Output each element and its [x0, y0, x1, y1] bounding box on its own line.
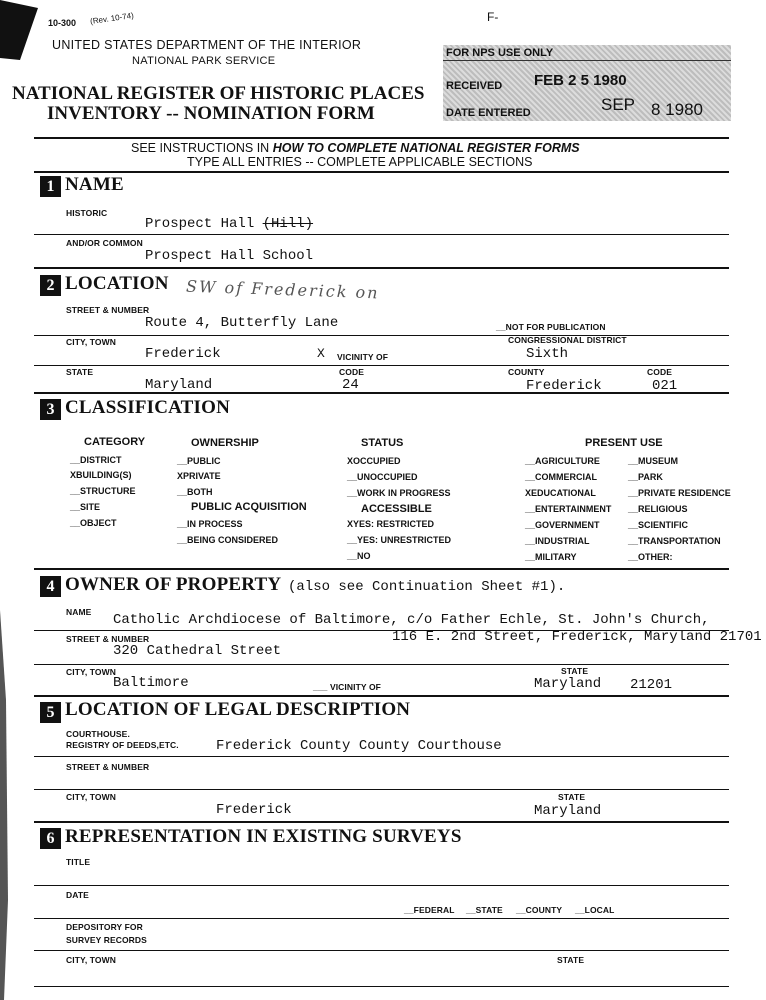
level-state: __STATE — [466, 905, 503, 915]
section-1-title: NAME — [65, 174, 124, 195]
ownership-private: XPRIVATE — [177, 471, 221, 481]
nps-box-heading: FOR NPS USE ONLY — [446, 47, 554, 59]
use-military: __MILITARY — [525, 552, 577, 562]
owner-vicinity-label: ___ VICINITY OF — [313, 682, 381, 692]
use-commercial: __COMMERCIAL — [525, 472, 598, 482]
form-number: 10-300 — [48, 18, 77, 28]
section-1-number: 1 — [40, 176, 61, 197]
status-heading: STATUS — [361, 437, 404, 449]
county-label: COUNTY — [508, 367, 545, 377]
handwritten-location-note: SW of Frederick on — [185, 276, 380, 303]
vicinity-label: VICINITY OF — [337, 352, 389, 362]
city-label: CITY, TOWN — [66, 337, 116, 347]
date-entered-day: 8 1980 — [651, 100, 703, 119]
depository-label-1: DEPOSITORY FOR — [66, 922, 143, 932]
ownership-both: __BOTH — [177, 487, 213, 497]
category-site: __SITE — [70, 502, 101, 512]
survey-city-label: CITY, TOWN — [66, 955, 116, 965]
ownership-public: __PUBLIC — [177, 456, 221, 466]
use-government: __GOVERNMENT — [525, 520, 600, 530]
survey-title-label: TITLE — [66, 857, 91, 867]
accessible-heading: ACCESSIBLE — [361, 503, 432, 515]
street-label: STREET & NUMBER — [66, 305, 150, 315]
use-other: __OTHER: — [628, 552, 673, 562]
use-scientific: __SCIENTIFIC — [628, 520, 689, 530]
survey-state-label: STATE — [557, 955, 585, 965]
ownership-heading: OWNERSHIP — [191, 437, 259, 449]
status-occupied: XOCCUPIED — [347, 456, 401, 466]
section-3-number: 3 — [40, 399, 61, 420]
state-label: STATE — [66, 367, 94, 377]
received-date: FEB 2 5 1980 — [534, 72, 627, 89]
owner-name-line2: 116 E. 2nd Street, Frederick, Maryland 21701 — [392, 629, 762, 645]
use-transportation: __TRANSPORTATION — [628, 536, 721, 546]
city-value: Frederick — [145, 346, 221, 362]
acquisition-being-considered: __BEING CONSIDERED — [177, 535, 279, 545]
acquisition-in-process: __IN PROCESS — [177, 519, 243, 529]
legal-city-label: CITY, TOWN — [66, 792, 116, 802]
form-title-line2: INVENTORY -- NOMINATION FORM — [47, 103, 375, 124]
form-title-line1: NATIONAL REGISTER OF HISTORIC PLACES — [12, 83, 425, 104]
use-educational: XEDUCATIONAL — [525, 488, 596, 498]
use-industrial: __INDUSTRIAL — [525, 536, 590, 546]
level-federal: __FEDERAL — [404, 905, 455, 915]
department: UNITED STATES DEPARTMENT OF THE INTERIOR — [52, 38, 362, 52]
state-code-label: CODE — [339, 367, 364, 377]
state-value: Maryland — [145, 377, 213, 393]
nps-use-only-box — [443, 45, 731, 121]
vicinity-mark: X — [317, 346, 325, 361]
accessible-unrestricted: __YES: UNRESTRICTED — [347, 535, 452, 545]
use-religious: __RELIGIOUS — [628, 504, 688, 514]
instructions-line1: SEE INSTRUCTIONS IN HOW TO COMPLETE NATIONAL REGISTER FORMS — [131, 141, 580, 155]
date-entered-month: SEP — [601, 95, 636, 114]
use-agriculture: __AGRICULTURE — [525, 456, 600, 466]
section-6-number: 6 — [40, 828, 61, 849]
street-value: Route 4, Butterfly Lane — [145, 315, 339, 331]
courthouse-value: Frederick County County Courthouse — [216, 738, 502, 754]
courthouse-label-2: REGISTRY OF DEEDS,ETC. — [66, 740, 179, 750]
present-use-heading: PRESENT USE — [585, 437, 663, 449]
section-5-title: LOCATION OF LEGAL DESCRIPTION — [65, 699, 411, 720]
owner-continuation-note: (also see Continuation Sheet #1). — [288, 579, 566, 595]
county-value: Frederick — [526, 378, 602, 394]
section-3-title: CLASSIFICATION — [65, 397, 231, 418]
category-district: __DISTRICT — [70, 455, 122, 465]
courthouse-label-1: COURTHOUSE. — [66, 729, 130, 739]
owner-street-label: STREET & NUMBER — [66, 634, 150, 644]
common-name: Prospect Hall School — [145, 248, 314, 264]
owner-state: Maryland — [534, 676, 602, 692]
category-object: __OBJECT — [70, 518, 117, 528]
use-museum: __MUSEUM — [628, 456, 679, 466]
congressional-district-label: CONGRESSIONAL DISTRICT — [508, 335, 627, 345]
section-4-number: 4 — [40, 576, 61, 597]
public-acquisition-heading: PUBLIC ACQUISITION — [191, 501, 307, 513]
owner-zip: 21201 — [630, 677, 673, 693]
owner-name-label: NAME — [66, 607, 92, 617]
owner-city: Baltimore — [113, 675, 189, 691]
section-2-number: 2 — [40, 275, 61, 296]
use-park: __PARK — [628, 472, 663, 482]
historic-name: Prospect Hall (Hill) — [145, 216, 314, 232]
status-work-in-progress: __WORK IN PROGRESS — [347, 488, 451, 498]
corner-mark: F- — [487, 10, 499, 24]
county-code-value: 021 — [652, 378, 678, 394]
instructions-line2: TYPE ALL ENTRIES -- COMPLETE APPLICABLE SECTIONS — [187, 155, 533, 169]
section-6-title: REPRESENTATION IN EXISTING SURVEYS — [65, 826, 462, 847]
category-structure: __STRUCTURE — [70, 486, 136, 496]
survey-date-label: DATE — [66, 890, 89, 900]
status-unoccupied: __UNOCCUPIED — [347, 472, 418, 482]
legal-state-label: STATE — [558, 792, 586, 802]
accessible-no: __NO — [347, 551, 371, 561]
common-name-label: AND/OR COMMON — [66, 238, 143, 248]
not-for-publication: __NOT FOR PUBLICATION — [496, 322, 606, 332]
legal-street-label: STREET & NUMBER — [66, 762, 150, 772]
use-entertainment: __ENTERTAINMENT — [525, 504, 612, 514]
owner-street: 320 Cathedral Street — [113, 643, 282, 659]
owner-city-label: CITY, TOWN — [66, 667, 116, 677]
legal-state: Maryland — [534, 803, 602, 819]
historic-label: HISTORIC — [66, 208, 108, 218]
section-5-number: 5 — [40, 702, 61, 723]
section-4-title: OWNER OF PROPERTY — [65, 574, 282, 595]
owner-name: Catholic Archdiocese of Baltimore, c/o Father Echle, St. John's Church, — [113, 612, 710, 628]
congressional-district-value: Sixth — [526, 346, 569, 362]
section-2-title: LOCATION — [65, 273, 169, 294]
county-code-label: CODE — [647, 367, 672, 377]
service: NATIONAL PARK SERVICE — [132, 55, 276, 67]
category-heading: CATEGORY — [84, 436, 146, 448]
depository-label-2: SURVEY RECORDS — [66, 935, 147, 945]
level-county: __COUNTY — [516, 905, 563, 915]
date-entered-label: DATE ENTERED — [446, 107, 531, 119]
owner-state-label: STATE — [561, 666, 589, 676]
accessible-restricted: XYES: RESTRICTED — [347, 519, 435, 529]
legal-city: Frederick — [216, 802, 292, 818]
form-revision: (Rev. 10-74) — [89, 10, 135, 27]
state-code-value: 24 — [342, 377, 359, 393]
scan-edge-artifact — [0, 0, 40, 1000]
level-local: __LOCAL — [575, 905, 615, 915]
use-private-residence: __PRIVATE RESIDENCE — [628, 488, 731, 498]
category-buildings: XBUILDING(S) — [70, 470, 132, 480]
received-label: RECEIVED — [446, 80, 503, 92]
